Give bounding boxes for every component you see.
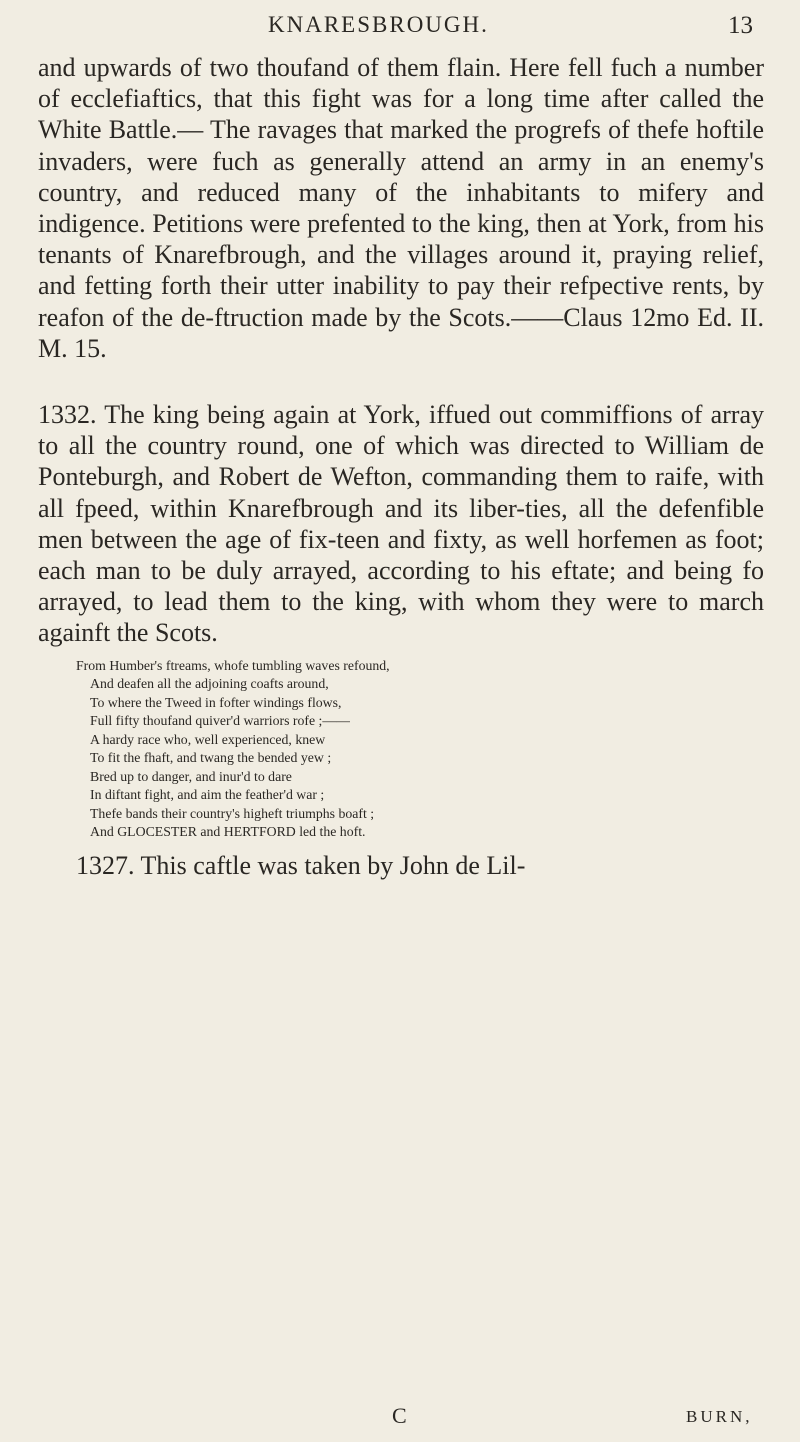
page-footer [0,1403,800,1437]
poem-line: Full fifty thoufand quiver'd warriors rofe ;—— [90,713,350,729]
running-head: KNARESBROUGH. [268,12,489,37]
body-text [38,52,764,881]
poem-line: And deafen all the adjoining coafts around, [90,676,329,692]
page-number: 13 [728,12,753,39]
poem-line: And GLOCESTER and HERTFORD led the hoft. [90,824,366,840]
poem-quotation [76,657,764,842]
poem-line: Thefe bands their country's higheft triumphs boaft ; [90,805,375,821]
final-line-1327: 1327. This caftle was taken by John de Lil- [76,850,526,880]
page-header [0,8,800,48]
poem-line: A hardy race who, well experienced, knew [90,731,326,747]
poem-line: From Humber's ftreams, whofe tumbling waves refound, [76,657,390,673]
paragraph-1332: 1332. The king being again at York, iffued out commiffions of array to all the country round, one of which was directed to William de Ponteburgh, and Robert de Wefton, commanding them to raife, with all fpeed, within Knarefbrough and its liber-ties, all the defenfible men between the age of fix-teen and fixty, as well horfemen as foot; each man to be duly arrayed, according to his eftate; and being fo arrayed, to lead them to the king, with whom they were to march againft the Scots. [38,400,764,648]
poem-line: To fit the fhaft, and twang the bended yew ; [90,750,332,766]
poem-line: To where the Tweed in fofter windings flows, [90,694,342,710]
paragraph-white-battle: and upwards of two thoufand of them flain. Here fell fuch a number of ecclefiaftics, that this fight was for a long time after called the White Battle.— The ravages that marked the progrefs of thefe hoftile invaders, were fuch as generally attend an army in an enemy's country, and reduced many of the inhabitants to mifery and indigence. Petitions were prefented to the king, then at York, from his tenants of Knarefbrough, and the villages around it, praying relief, and fetting forth their utter inability to pay their refpective rents, by reafon of the de-ftruction made by the Scots.——Claus 12mo Ed. II. M. 15. [38,53,764,363]
poem-line: In diftant fight, and aim the feather'd war ; [90,787,325,803]
catchword: BURN, [686,1407,753,1426]
poem-line: Bred up to danger, and inur'd to dare [90,768,292,784]
signature-mark: C [392,1403,407,1428]
